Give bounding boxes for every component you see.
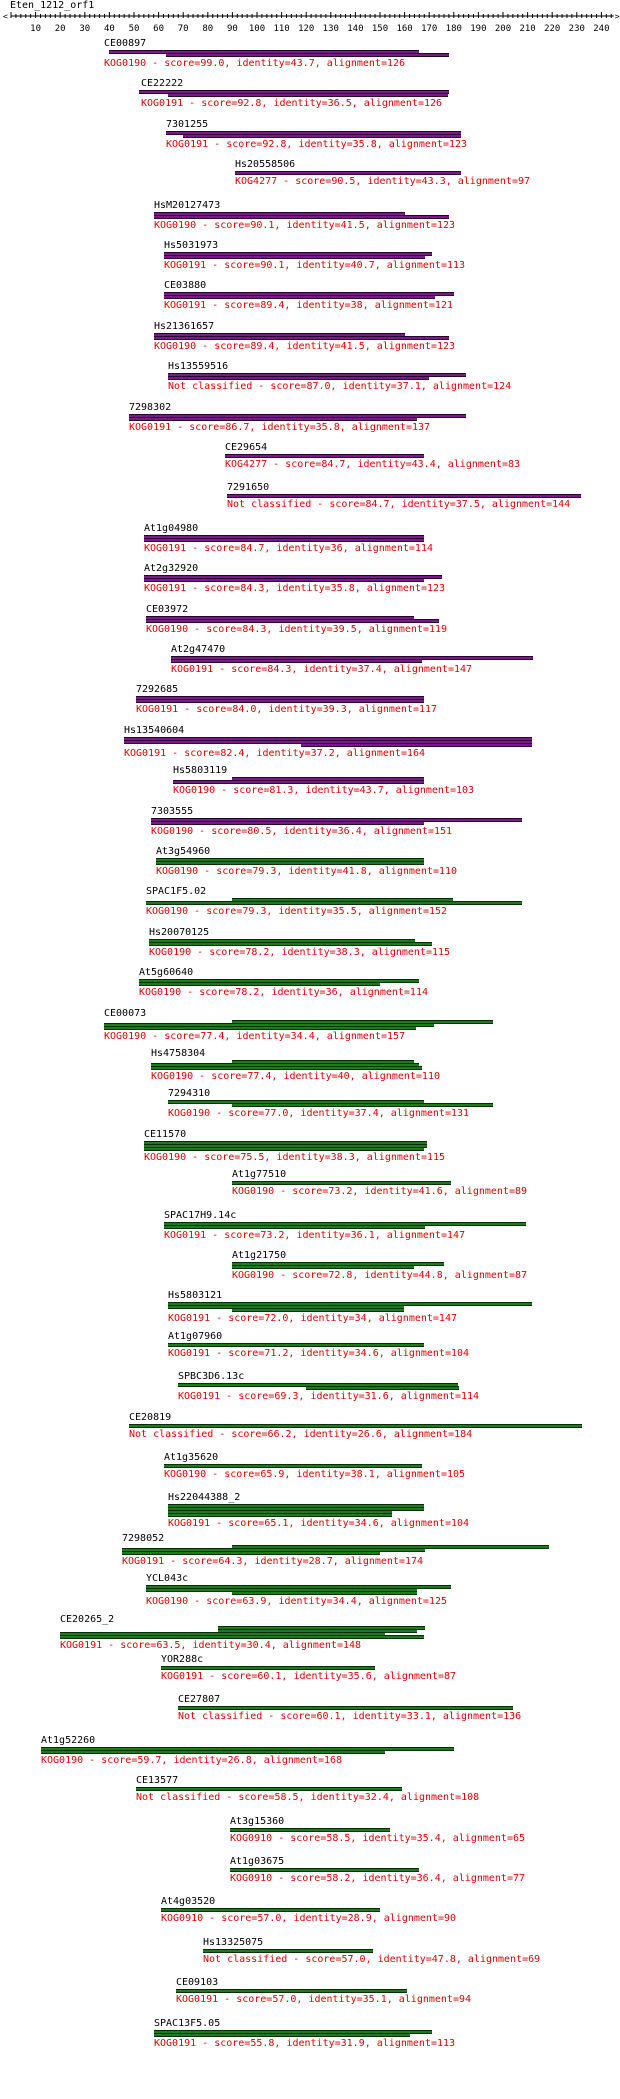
alignment-bar[interactable] <box>176 1989 407 1993</box>
hit-description: KOG0191 - score=86.7, identity=35.8, alignment=137 <box>129 422 431 433</box>
alignment-bar[interactable] <box>104 1026 416 1030</box>
alignment-bar[interactable] <box>60 1635 424 1639</box>
hit-description: KOG0191 - score=71.2, identity=34.6, alignment=104 <box>168 1348 470 1359</box>
hit-description: Not classified - score=84.7, identity=37.5, alignment=144 <box>227 499 571 510</box>
hit-description: KOG0191 - score=63.5, identity=30.4, alignment=148 <box>60 1640 362 1651</box>
hit-description: KOG0910 - score=57.0, identity=28.9, alignment=90 <box>161 1913 457 1924</box>
tick-label: 130 <box>322 24 339 34</box>
hit-description: KOG0190 - score=63.9, identity=34.4, alignment=125 <box>146 1596 448 1607</box>
hit-name-link[interactable]: 7292685 <box>136 684 179 695</box>
hit-name-link[interactable]: 7298302 <box>129 402 172 413</box>
alignment-bar[interactable] <box>168 93 448 97</box>
alignment-bar[interactable] <box>183 134 461 138</box>
hit-name-link[interactable]: Hs13559516 <box>168 361 229 372</box>
tick-label: 140 <box>347 24 364 34</box>
tick-label: 150 <box>371 24 389 34</box>
hit-name-link[interactable]: SPAC17H9.14c <box>164 1210 237 1221</box>
hit-description: KOG0190 - score=99.0, identity=43.7, alignment=126 <box>104 58 406 69</box>
hit-description: KOG0190 - score=59.7, identity=26.8, alignment=168 <box>41 1755 343 1766</box>
hit-name-link[interactable]: Hs5031973 <box>164 240 219 251</box>
alignment-bar[interactable] <box>144 1147 424 1151</box>
hit-name-link[interactable]: At3g15360 <box>230 1816 285 1827</box>
tick-label: 170 <box>421 24 438 34</box>
hit-description: KOG0191 - score=90.1, identity=40.7, alignment=113 <box>164 260 466 271</box>
alignment-bar[interactable] <box>164 295 435 299</box>
tick-label: 110 <box>273 24 290 34</box>
hit-description: KOG0910 - score=58.2, identity=36.4, alignment=77 <box>230 1873 526 1884</box>
tick-label: 10 <box>30 24 42 34</box>
alignment-bar[interactable] <box>235 171 461 175</box>
hit-name-link[interactable]: CE29654 <box>225 442 268 453</box>
hit-description: KOG0191 - score=84.3, identity=35.8, alignment=123 <box>144 583 446 594</box>
hit-name-link[interactable]: CE22222 <box>141 78 184 89</box>
hit-name-link[interactable]: SPAC13F5.05 <box>154 2018 221 2029</box>
hit-name-link[interactable]: CE20819 <box>129 1412 172 1423</box>
alignment-bar[interactable] <box>129 1424 582 1428</box>
alignment-bar[interactable] <box>149 942 432 946</box>
hit-name-link[interactable]: CE03972 <box>146 604 189 615</box>
hit-name-link[interactable]: SPBC3D6.13c <box>178 1371 245 1382</box>
tick-label: 230 <box>568 24 585 34</box>
alignment-bar[interactable] <box>203 1949 373 1953</box>
tick-label: 180 <box>445 24 462 34</box>
hit-description: KOG4277 - score=90.5, identity=43.3, alignment=97 <box>235 176 531 187</box>
hit-description: KOG0191 - score=84.3, identity=37.4, alignment=147 <box>171 664 473 675</box>
ruler-arrow-icon: < <box>3 12 8 21</box>
alignment-bar[interactable] <box>164 1225 425 1229</box>
alignment-bar[interactable] <box>164 255 425 259</box>
alignment-bar[interactable] <box>168 376 429 380</box>
alignment-bar[interactable] <box>168 1343 424 1347</box>
hit-description: KOG0190 - score=77.4, identity=40, alignment=110 <box>151 1071 440 1082</box>
hit-name-link[interactable]: CE03880 <box>164 280 207 291</box>
hit-description: KOG0191 - score=84.7, identity=36, alignment=114 <box>144 543 433 554</box>
alignment-bar[interactable] <box>227 494 581 498</box>
alignment-bar[interactable] <box>136 1787 402 1791</box>
hit-description: KOG4277 - score=84.7, identity=43.4, alignment=83 <box>225 459 521 470</box>
hit-description: KOG0191 - score=84.0, identity=39.3, alignment=117 <box>136 704 438 715</box>
hit-name-link[interactable]: 7291650 <box>227 482 270 493</box>
alignment-bar[interactable] <box>136 699 424 703</box>
hit-description: KOG0191 - score=89.4, identity=38, alignment=121 <box>164 300 453 311</box>
hit-name-link[interactable]: Hs4758304 <box>151 1048 206 1059</box>
alignment-bar[interactable] <box>122 1551 380 1555</box>
hit-name-link[interactable]: 7301255 <box>166 119 209 130</box>
alignment-bar[interactable] <box>41 1750 385 1754</box>
hit-description: KOG0190 - score=79.3, identity=41.8, alignment=110 <box>156 866 458 877</box>
alignment-bar[interactable] <box>301 743 532 747</box>
alignment-bar[interactable] <box>232 1308 404 1312</box>
alignment-bar[interactable] <box>230 1828 390 1832</box>
tick-label: 240 <box>593 24 610 34</box>
tick-label: 70 <box>177 24 189 34</box>
alignment-bar[interactable] <box>161 1666 375 1670</box>
hit-description: KOG0190 - score=81.3, identity=43.7, alignment=103 <box>173 785 475 796</box>
alignment-bar[interactable] <box>129 417 417 421</box>
hit-name-link[interactable]: HsM20127473 <box>154 200 221 211</box>
tick-label: 50 <box>128 24 140 34</box>
hit-name-link[interactable]: At1g07960 <box>168 1331 223 1342</box>
hit-description: KOG0190 - score=80.5, identity=36.4, alignment=151 <box>151 826 453 837</box>
hit-name-link[interactable]: YOR288c <box>161 1654 204 1665</box>
tick-label: 120 <box>298 24 315 34</box>
hit-description: KOG0191 - score=92.8, identity=35.8, alignment=123 <box>166 139 468 150</box>
hit-description: Not classified - score=58.5, identity=32.4, alignment=108 <box>136 1792 480 1803</box>
hit-name-link[interactable]: CE00897 <box>104 38 147 49</box>
hit-name-link[interactable]: Hs20070125 <box>149 927 210 938</box>
tick-label: 60 <box>153 24 165 34</box>
hit-description: Not classified - score=87.0, identity=37.1, alignment=124 <box>168 381 512 392</box>
hit-name-link[interactable]: At5g60640 <box>139 967 194 978</box>
hit-name-link[interactable]: At3g54960 <box>156 846 211 857</box>
alignment-bar[interactable] <box>154 215 449 219</box>
hit-name-link[interactable]: Hs22044388_2 <box>168 1492 241 1503</box>
alignment-bar[interactable] <box>230 1868 419 1872</box>
hit-description: KOG0190 - score=79.3, identity=35.5, alignment=152 <box>146 906 448 917</box>
alignment-bar[interactable] <box>156 861 424 865</box>
hit-name-link[interactable]: 7298052 <box>122 1533 165 1544</box>
hit-name-link[interactable]: CE13577 <box>136 1775 179 1786</box>
hit-name-link[interactable]: At1g77510 <box>232 1169 287 1180</box>
hit-name-link[interactable]: Hs13540604 <box>124 725 185 736</box>
tick-label: 220 <box>544 24 561 34</box>
hit-name-link[interactable]: YCL043c <box>146 1573 189 1584</box>
hit-description: KOG0191 - score=69.3, identity=31.6, alignment=114 <box>178 1391 480 1402</box>
tick-label: 160 <box>396 24 413 34</box>
alignment-bar[interactable] <box>144 538 424 542</box>
hit-description: KOG0191 - score=60.1, identity=35.6, alignment=87 <box>161 1671 457 1682</box>
hit-name-link[interactable]: At1g04980 <box>144 523 199 534</box>
hit-description: Not classified - score=57.0, identity=47.8, alignment=69 <box>203 1954 541 1965</box>
hit-description: KOG0190 - score=78.2, identity=38.3, alignment=115 <box>149 947 451 958</box>
alignment-bar[interactable] <box>171 659 422 663</box>
alignment-bar[interactable] <box>225 454 424 458</box>
hit-description: KOG0191 - score=92.8, identity=36.5, alignment=126 <box>141 98 443 109</box>
hit-description: KOG0191 - score=73.2, identity=36.1, alignment=147 <box>164 1230 466 1241</box>
hit-description: KOG0191 - score=72.0, identity=34, alignment=147 <box>168 1313 457 1324</box>
hit-description: KOG0191 - score=55.8, identity=31.9, alignment=113 <box>154 2038 456 2049</box>
hit-description: KOG0190 - score=72.8, identity=44.8, alignment=87 <box>232 1270 528 1281</box>
ruler-arrow-icon: > <box>614 12 620 21</box>
tick-label: 190 <box>470 24 487 34</box>
alignment-bar[interactable] <box>232 1181 451 1185</box>
alignment-bar[interactable] <box>164 1464 422 1468</box>
hit-description: KOG0190 - score=84.3, identity=39.5, alignment=119 <box>146 624 448 635</box>
hit-name-link[interactable]: Hs13325075 <box>203 1937 264 1948</box>
hit-description: Not classified - score=66.2, identity=26.6, alignment=184 <box>129 1429 473 1440</box>
hit-description: KOG0190 - score=89.4, identity=41.5, alignment=123 <box>154 341 456 352</box>
hit-description: KOG0190 - score=78.2, identity=36, alignment=114 <box>139 987 428 998</box>
hit-name-link[interactable]: Hs21361657 <box>154 321 215 332</box>
hit-name-link[interactable]: CE11570 <box>144 1129 187 1140</box>
hit-name-link[interactable]: Hs5803119 <box>173 765 228 776</box>
hit-name-link[interactable]: SPAC1F5.02 <box>146 886 207 897</box>
alignment-bar[interactable] <box>166 53 449 57</box>
tick-label: 210 <box>519 24 536 34</box>
hit-name-link[interactable]: Hs5803121 <box>168 1290 223 1301</box>
alignment-bar[interactable] <box>154 336 449 340</box>
alignment-bar[interactable] <box>146 901 522 905</box>
alignment-bar[interactable] <box>178 1706 513 1710</box>
alignment-bar[interactable] <box>154 2033 410 2037</box>
tick-label: 200 <box>494 24 512 34</box>
alignment-bar[interactable] <box>151 821 424 825</box>
hit-description: KOG0190 - score=77.4, identity=34.4, alignment=157 <box>104 1031 406 1042</box>
hit-description: KOG0191 - score=82.4, identity=37.2, alignment=164 <box>124 748 426 759</box>
alignment-bar[interactable] <box>144 578 424 582</box>
hit-name-link[interactable]: At1g21750 <box>232 1250 287 1261</box>
hit-name-link[interactable]: 7294310 <box>168 1088 211 1099</box>
hit-name-link[interactable]: CE27807 <box>178 1694 221 1705</box>
hit-name-link[interactable]: CE09103 <box>176 1977 219 1988</box>
hit-name-link[interactable]: At1g03675 <box>230 1856 285 1867</box>
alignment-bar[interactable] <box>168 1513 392 1517</box>
hit-description: Not classified - score=60.1, identity=33.1, alignment=136 <box>178 1711 522 1722</box>
tick-label: 80 <box>202 24 214 34</box>
alignment-bar[interactable] <box>306 1386 459 1390</box>
alignment-bar[interactable] <box>151 1066 422 1070</box>
hit-description: KOG0191 - score=65.1, identity=34.6, alignment=104 <box>168 1518 470 1529</box>
hit-description: KOG0190 - score=90.1, identity=41.5, alignment=123 <box>154 220 456 231</box>
hit-name-link[interactable]: At4g03520 <box>161 1896 216 1907</box>
hit-name-link[interactable]: At1g35620 <box>164 1452 219 1463</box>
alignment-bar[interactable] <box>146 619 439 623</box>
alignment-bar[interactable] <box>161 1908 380 1912</box>
hit-name-link[interactable]: At2g32920 <box>144 563 199 574</box>
hit-description: KOG0190 - score=75.5, identity=38.3, alignment=115 <box>144 1152 446 1163</box>
alignment-bar[interactable] <box>232 1265 414 1269</box>
hit-name-link[interactable]: Hs20558506 <box>235 159 296 170</box>
hit-description: KOG0190 - score=77.0, identity=37.4, alignment=131 <box>168 1108 470 1119</box>
alignment-bar[interactable] <box>232 1103 493 1107</box>
alignment-bar[interactable] <box>232 1591 417 1595</box>
hit-name-link[interactable]: At2g47470 <box>171 644 226 655</box>
hit-name-link[interactable]: CE00073 <box>104 1008 147 1019</box>
query-title: Eten_1212_orf1 <box>10 0 95 11</box>
tick-label: 40 <box>103 24 115 34</box>
tick-label: 20 <box>54 24 66 34</box>
hit-description: KOG0190 - score=73.2, identity=41.6, alignment=89 <box>232 1186 528 1197</box>
tick-label: 90 <box>226 24 238 34</box>
tick-label: 100 <box>248 24 266 34</box>
hit-name-link[interactable]: At1g52260 <box>41 1735 96 1746</box>
alignment-bar[interactable] <box>173 780 424 784</box>
hit-description: KOG0910 - score=58.5, identity=35.4, alignment=65 <box>230 1833 526 1844</box>
tick-label: 30 <box>79 24 91 34</box>
hit-description: KOG0190 - score=65.9, identity=38.1, alignment=105 <box>164 1469 466 1480</box>
hit-name-link[interactable]: CE20265_2 <box>60 1614 115 1625</box>
hit-description: KOG0191 - score=64.3, identity=28.7, alignment=174 <box>122 1556 424 1567</box>
hit-name-link[interactable]: 7303555 <box>151 806 194 817</box>
hit-description: KOG0191 - score=57.0, identity=35.1, alignment=94 <box>176 1994 472 2005</box>
alignment-bar[interactable] <box>139 982 380 986</box>
